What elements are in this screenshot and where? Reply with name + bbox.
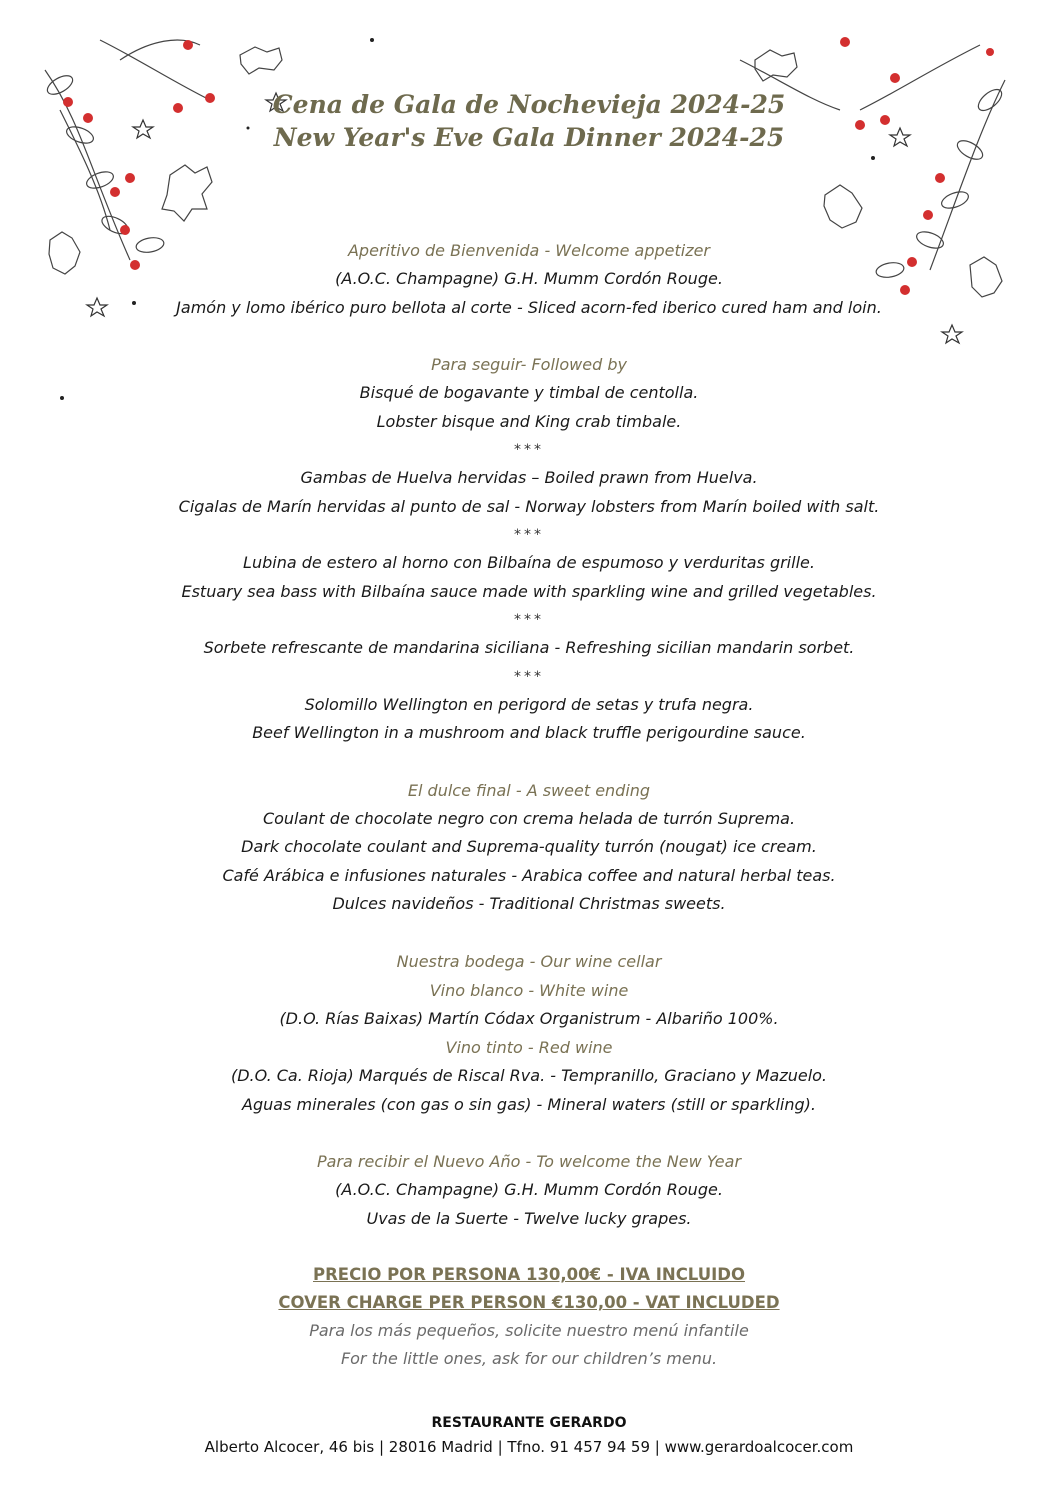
dessert-line: Café Arábica e infusiones naturales - Arabica coffee and natural herbal teas.: [222, 865, 836, 885]
kids-menu-english: For the little ones, ask for our children’s menu.: [340, 1349, 718, 1368]
followed-line: Lubina de estero al horno con Bilbaína de espumoso y verduritas grille.: [243, 553, 815, 572]
welcome-heading: Aperitivo de Bienvenida - Welcome appetizer: [347, 241, 711, 260]
price-english: COVER CHARGE PER PERSON €130,00 - VAT INCLUDED: [278, 1293, 780, 1312]
separator: ***: [514, 527, 544, 543]
separator: ***: [514, 668, 544, 685]
followed-heading: Para seguir- Followed by: [431, 355, 627, 374]
wine-heading: Nuestra bodega - Our wine cellar: [396, 951, 662, 971]
title-block: [0, 88, 1058, 154]
followed-line: Bisqué de bogavante y timbal de centolla.: [359, 383, 699, 402]
dessert-line: Dark chocolate coulant and Suprema-quality turrón (nougat) ice cream.: [241, 837, 817, 856]
red-wine-heading: Vino tinto - Red wine: [445, 1038, 613, 1057]
newyear-heading: Para recibir el Nuevo Año - To welcome the New Year: [316, 1152, 742, 1171]
newyear-line: Uvas de la Suerte - Twelve lucky grapes.: [366, 1208, 692, 1228]
newyear-line: (A.O.C. Champagne) G.H. Mumm Cordón Rouge.: [335, 1180, 723, 1199]
followed-line: Beef Wellington in a mushroom and black truffle perigourdine sauce.: [252, 723, 806, 742]
followed-line: Estuary sea bass with Bilbaína sauce made with sparkling wine and grilled vegetables.: [181, 581, 877, 601]
kids-menu-spanish: Para los más pequeños, solicite nuestro menú infantile: [309, 1321, 749, 1340]
white-wine-heading: Vino blanco - White wine: [429, 980, 629, 1000]
title-spanish: Cena de Gala de Nochevieja 2024-25: [272, 90, 786, 119]
dessert-line: Coulant de chocolate negro con crema helada de turrón Suprema.: [262, 808, 796, 828]
red-wine-line: (D.O. Ca. Rioja) Marqués de Riscal Rva. - Tempranillo, Graciano y Mazuelo.: [230, 1066, 828, 1085]
followed-line: Solomillo Wellington en perigord de setas y trufa negra.: [304, 694, 754, 714]
footer: [0, 1412, 1058, 1460]
welcome-line: (A.O.C. Champagne) G.H. Mumm Cordón Rouge.: [335, 269, 723, 288]
restaurant-address: Alberto Alcocer, 46 bis | 28016 Madrid | Tfno. 91 457 94 59 | www.gerardoalcocer.com: [204, 1438, 854, 1456]
followed-line: Gambas de Huelva hervidas – Boiled prawn from Huelva.: [300, 468, 758, 487]
welcome-line: Jamón y lomo ibérico puro bellota al corte - Sliced acorn-fed iberico cured ham and loin.: [176, 297, 882, 317]
price-spanish: PRECIO POR PERSONA 130,00€ - IVA INCLUIDO: [313, 1265, 745, 1284]
dessert-heading: El dulce final - A sweet ending: [407, 780, 651, 800]
followed-line: Lobster bisque and King crab timbale.: [376, 411, 682, 431]
restaurant-name: RESTAURANTE GERARDO: [431, 1415, 627, 1431]
separator: ***: [514, 442, 544, 458]
separator: ***: [514, 612, 544, 628]
title-english: New Year's Eve Gala Dinner 2024-25: [273, 123, 785, 152]
white-wine-line: (D.O. Rías Baixas) Martín Códax Organistrum - Albariño 100%.: [279, 1008, 779, 1028]
water-line: Aguas minerales (con gas o sin gas) - Mineral waters (still or sparkling).: [242, 1094, 816, 1114]
menu-body: [0, 236, 1058, 1373]
followed-line: Sorbete refrescante de mandarina siciliana - Refreshing sicilian mandarin sorbet.: [203, 638, 855, 657]
followed-line: Cigalas de Marín hervidas al punto de sal - Norway lobsters from Marín boiled with salt.: [178, 496, 880, 516]
dessert-line: Dulces navideños - Traditional Christmas sweets.: [332, 894, 726, 913]
